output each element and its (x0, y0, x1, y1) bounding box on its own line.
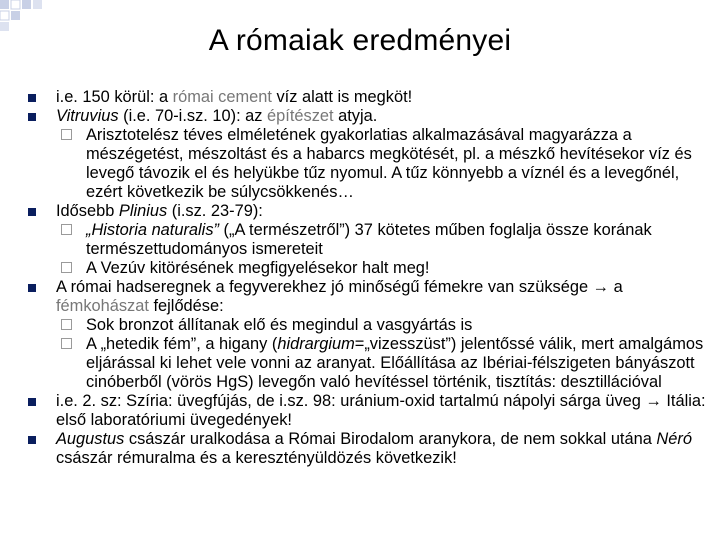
checkbox-bullet-icon (61, 262, 72, 273)
text-segment: A római hadseregnek a fegyverekhez jó minőségű fémekre van szüksége → a (56, 278, 623, 296)
text-segment: víz alatt is megköt! (271, 88, 413, 106)
slide-title: A rómaiak eredményei (208, 24, 512, 57)
text-segment: hidrargium (277, 335, 355, 353)
text-segment: Arisztotelész téves elméletének gyakorlatias alkalmazásával magyarázza a mészégetést, mészoltást és a habarcs megkötését, pl. a mészkő hevítésekor víz és levegő távozik el és helyükbe tűz nyomul. A tűz könnyebb a víznél és a levegőnél, ezért következik be súlycsökkenés… (86, 126, 692, 201)
bullet-item (28, 88, 706, 107)
sub-bullet-item (28, 126, 706, 202)
text-segment: (i.sz. 23-79): (167, 202, 263, 220)
bullet-item (28, 392, 706, 430)
bullet-item (28, 202, 706, 221)
sub-bullet-item (28, 221, 706, 259)
text-segment: A „hetedik fém”, a higany ( (86, 335, 278, 353)
slide-content (28, 88, 706, 468)
text-segment: Sok bronzot állítanak elő és megindul a vasgyártás is (86, 316, 473, 334)
text-segment: (i.e. 70-i.sz. 10): az (118, 107, 268, 125)
text-segment: Augustus (56, 430, 125, 448)
text-segment: A Vezúv kitörésének megfigyelésekor halt meg! (86, 259, 430, 277)
text-segment: császár rémuralma és a keresztényüldözés következik! (56, 449, 457, 467)
text-segment: Plinius (118, 202, 168, 220)
square-bullet-icon (28, 284, 36, 292)
text-segment: „Historia naturalis” (86, 221, 219, 239)
sub-bullet-item (28, 316, 706, 335)
sub-bullet-item (28, 259, 706, 278)
text-segment: Idősebb (56, 202, 119, 220)
square-bullet-icon (28, 398, 36, 406)
text-segment: fejlődése: (148, 297, 224, 315)
text-segment: fémkohászat (56, 297, 149, 315)
sub-bullet-item (28, 335, 706, 392)
checkbox-bullet-icon (61, 319, 72, 330)
text-segment: i.e. 2. sz: Szíria: üvegfújás, de i.sz. 98: uránium-oxid tartalmú nápolyi sárga üveg → Itália: első laboratóriumi üvegedények! (56, 392, 706, 429)
checkbox-bullet-icon (61, 129, 72, 140)
text-segment: Vitruvius (56, 107, 119, 125)
square-bullet-icon (28, 436, 36, 444)
square-bullet-icon (28, 94, 36, 102)
text-segment: építészet (267, 107, 334, 125)
text-segment: római cement (172, 88, 272, 106)
bullet-item (28, 430, 706, 468)
text-segment: Néró (656, 430, 692, 448)
text-segment: („A természetről”) 37 kötetes műben foglalja össze korának természettudományos ismereteit (86, 221, 652, 258)
checkbox-bullet-icon (61, 224, 72, 235)
text-segment: császár uralkodása a Római Birodalom aranykora, de nem sokkal utána (124, 430, 657, 448)
text-segment: atyja. (333, 107, 378, 125)
checkbox-bullet-icon (61, 338, 72, 349)
bullet-item (28, 107, 706, 126)
square-bullet-icon (28, 208, 36, 216)
text-segment: =„vizesszüst”) jelentőssé válik, mert amalgámos eljárással ki lehet vele vonni az aranyat. Előállítása az Ibériai-félszigeten bányászott cinóberből (vörös HgS) levegőn való hevítéssel történik, tisztítás: desztillációval (86, 335, 704, 391)
square-bullet-icon (28, 113, 36, 121)
text-segment: i.e. 150 körül: a (56, 88, 173, 106)
bullet-item (28, 278, 706, 316)
